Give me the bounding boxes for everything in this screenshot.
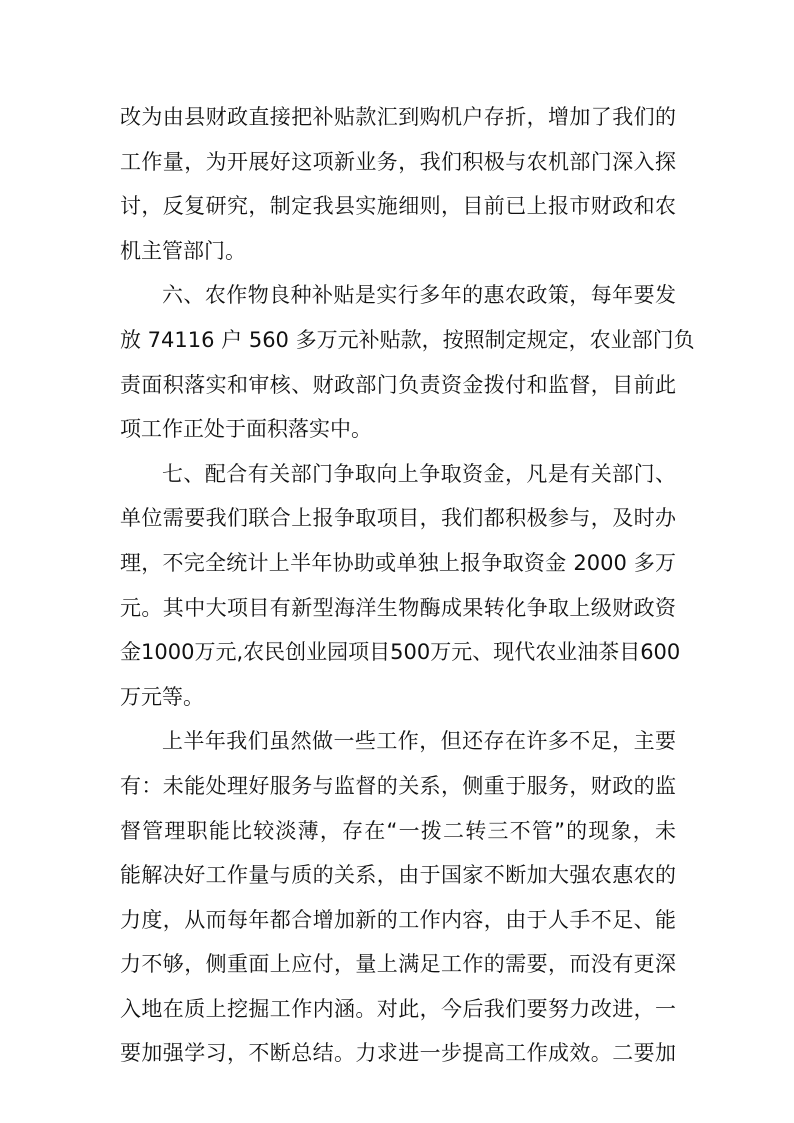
text-line: 讨，反复研究，制定我县实施细则，目前已上报市财政和农 xyxy=(120,194,676,219)
text-line: 元。其中大项目有新型海洋生物酶成果转化争取上级财政资 xyxy=(120,595,676,620)
text-line: 力度，从而每年都合增加新的工作内容，由于人手不足、能 xyxy=(120,907,676,932)
text-line: 单位需要我们联合上报争取项目，我们都积极参与，及时办 xyxy=(120,506,676,531)
text-line: 要加强学习，不断总结。力求进一步提高工作成效。二要加 xyxy=(120,1041,676,1066)
text-line: 放 74116 户 560 多万元补贴款，按照制定规定，农业部门负 xyxy=(120,327,695,352)
text-line: 工作量，为开展好这项新业务，我们积极与农机部门深入探 xyxy=(120,149,676,174)
paragraph-3 xyxy=(120,452,681,720)
text-line: 能解决好工作量与质的关系，由于国家不断加大强农惠农的 xyxy=(120,863,676,888)
text-line: 金1000万元,农民创业园项目500万元、现代农业油茶目600 xyxy=(120,640,681,665)
text-line: 万元等。 xyxy=(120,684,204,709)
text-line: 力不够，侧重面上应付，量上满足工作的需要，而没有更深 xyxy=(120,952,676,977)
text-line: 六、农作物良种补贴是实行多年的惠农政策，每年要发 xyxy=(162,283,676,308)
text-line: 上半年我们虽然做一些工作，但还存在许多不足，主要 xyxy=(162,729,676,754)
text-line: 项工作正处于面积落实中。 xyxy=(120,417,372,442)
document-body xyxy=(120,95,695,1076)
paragraph-1 xyxy=(120,95,676,273)
text-line: 督管理职能比较淡薄，存在“一拨二转三不管”的现象，未 xyxy=(120,818,676,843)
paragraph-2 xyxy=(120,273,695,451)
text-line: 改为由县财政直接把补贴款汇到购机户存折，增加了我们的 xyxy=(120,105,676,129)
text-line: 理，不完全统计上半年协助或单独上报争取资金 2000 多万 xyxy=(120,550,676,575)
paragraph-4 xyxy=(120,719,676,1076)
text-line: 有：未能处理好服务与监督的关系，侧重于服务，财政的监 xyxy=(120,773,676,798)
text-line: 入地在质上挖掘工作内涵。对此，今后我们要努力改进，一 xyxy=(120,996,676,1021)
text-line: 机主管部门。 xyxy=(120,238,246,263)
text-line: 七、配合有关部门争取向上争取资金，凡是有关部门、 xyxy=(162,461,676,486)
text-line: 责面积落实和审核、财政部门负责资金拨付和监督，目前此 xyxy=(120,372,676,397)
